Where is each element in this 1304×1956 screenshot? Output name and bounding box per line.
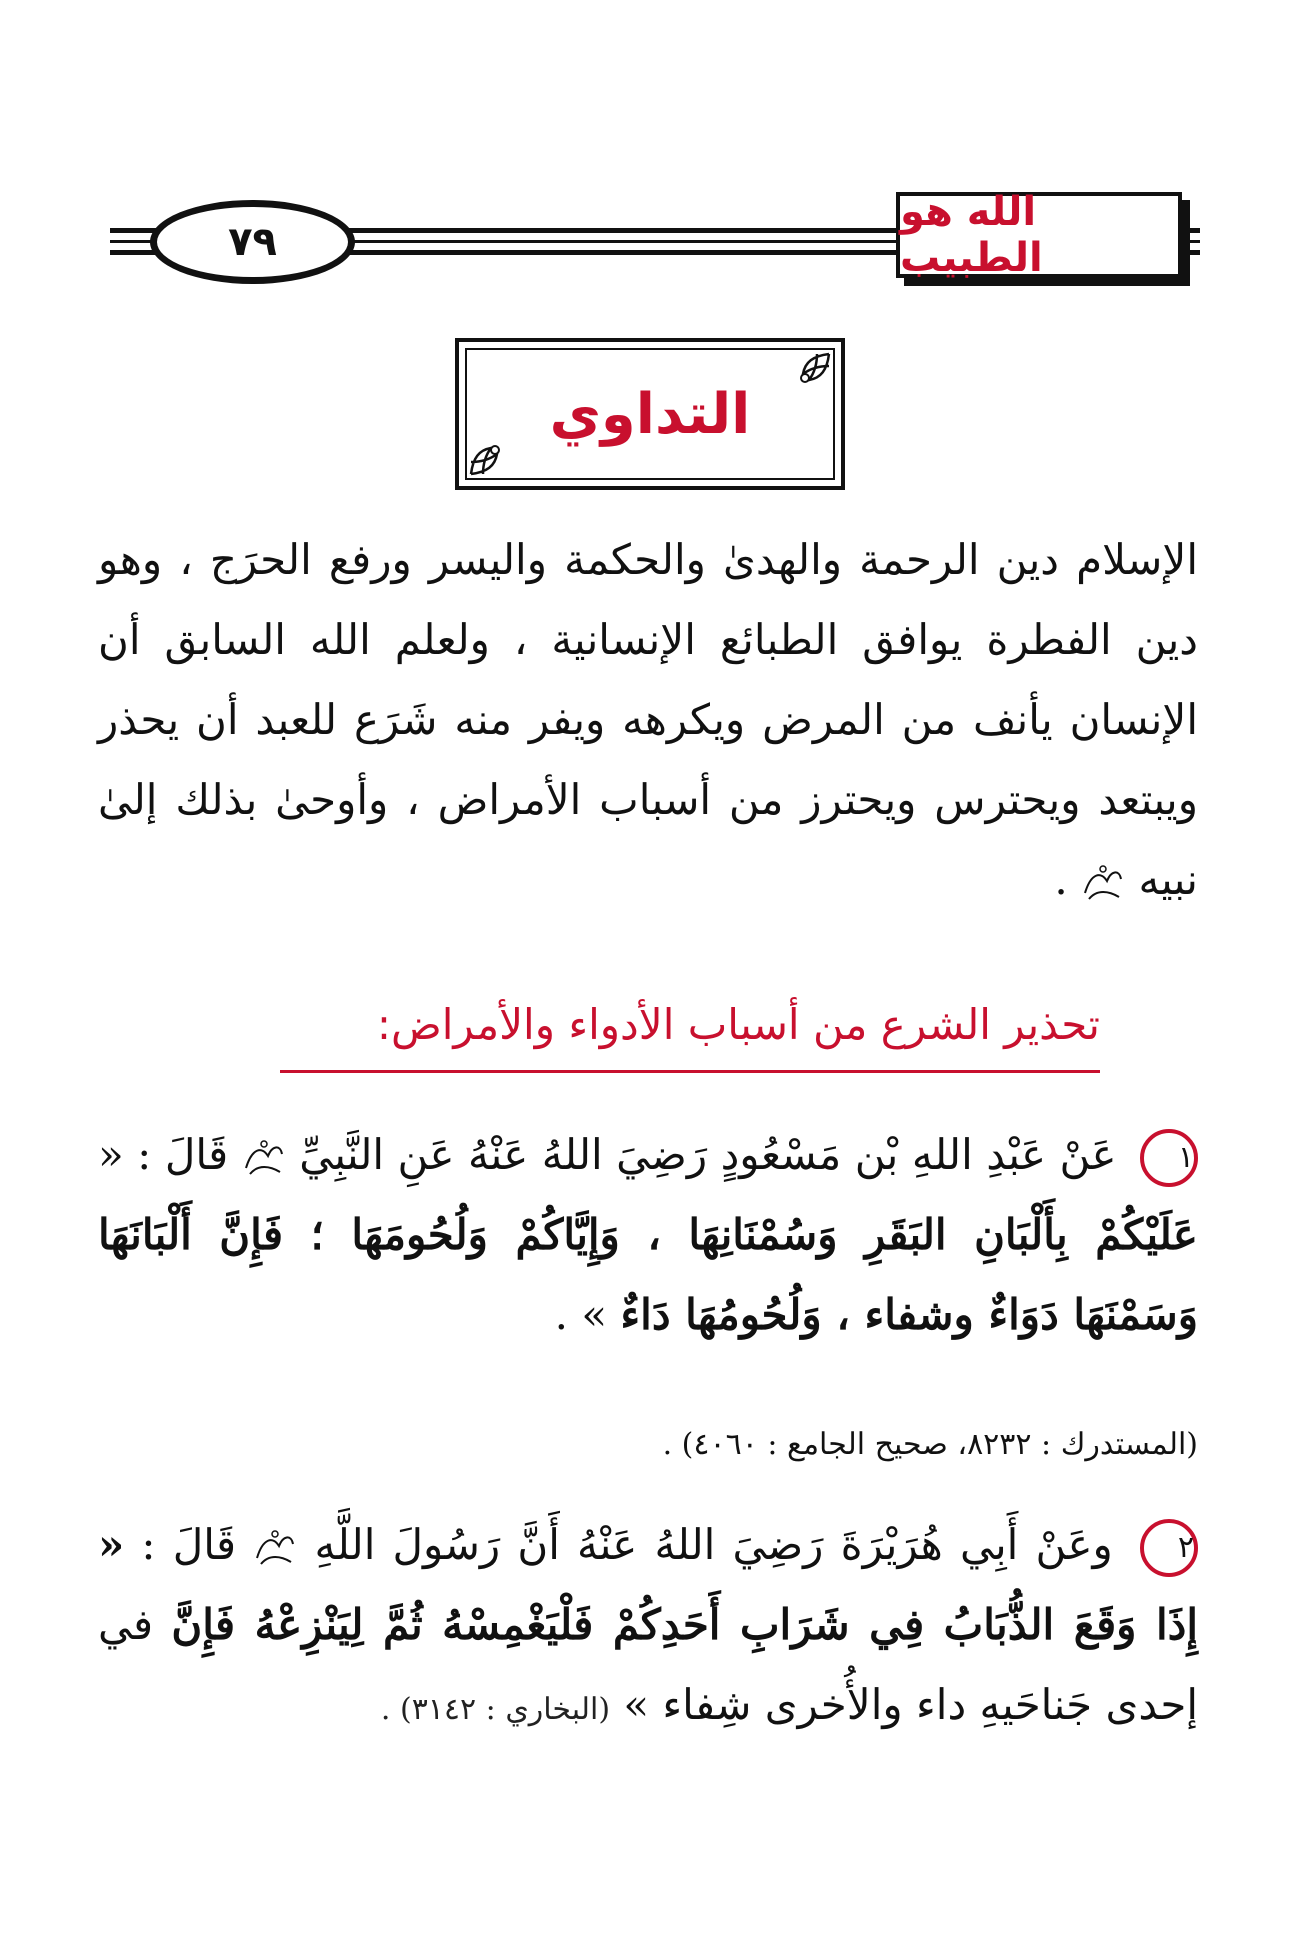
section-heading: تحذير الشرع من أسباب الأدواء والأمراض: xyxy=(376,1000,1100,1049)
page-number-badge xyxy=(150,200,355,284)
hadith-said: قَالَ : « xyxy=(98,1130,229,1179)
hadith-1-source: (المستدرك : ٨٢٣٢، صحيح الجامع : ٤٠٦٠) . xyxy=(662,1427,1198,1462)
salawat-symbol-icon xyxy=(253,1528,297,1568)
hadith-number: ٢ xyxy=(1140,1519,1198,1577)
chapter-title: التداوي xyxy=(549,381,751,447)
intro-text: الإسلام دين الرحمة والهدىٰ والحكمة واليسر ورفع الحرَج ، وهو دين الفطرة يوافق الطبائع الإنسانية ، ولعلم الله السابق أن الإنسان يأنف من المرض ويكرهه ويفر منه شَرَع للعبد أن يحذر ويبتعد ويحترس ويحترز من أسباب الأمراض ، وأوحىٰ بذلك إلىٰ نبيه xyxy=(98,535,1198,904)
hadith-number: ١ xyxy=(1140,1129,1198,1187)
hadith-intro: وعَنْ أَبِي هُرَيْرَةَ رَضِيَ اللهُ عَنْهُ أَنَّ رَسُولَ اللَّهِ xyxy=(314,1520,1113,1569)
hadith-rest: في إحدى جَناحَيهِ داء والأُخرى شِفاء » xyxy=(98,1600,1198,1729)
corner-ornament-icon xyxy=(469,428,517,476)
page-header xyxy=(110,188,1200,298)
hadith-1 xyxy=(98,1115,1198,1355)
intro-end: . xyxy=(1054,855,1082,904)
intro-paragraph xyxy=(98,520,1198,920)
salawat-symbol-icon xyxy=(1081,863,1125,903)
hadith-2 xyxy=(98,1505,1198,1750)
section-underline xyxy=(280,1070,1100,1073)
hadith-quote: « إِذَا وَقَعَ الذُّبَابُ فِي شَرَابِ أَحَدِكُمْ فَلْيَغْمِسْهُ ثُمَّ لِيَنْزِعْهُ فَإِنَّ xyxy=(98,1520,1198,1649)
hadith-said: قَالَ : xyxy=(124,1520,237,1569)
salawat-symbol-icon xyxy=(242,1138,286,1178)
hadith-close: » . xyxy=(554,1290,621,1339)
hadith-2-source: (البخاري : ٣١٤٢) . xyxy=(380,1692,611,1727)
running-title: الله هو الطبيب xyxy=(900,189,1043,281)
corner-ornament-icon xyxy=(783,352,831,400)
hadith-intro: عَنْ عَبْدِ اللهِ بْن مَسْعُودٍ رَضِيَ اللهُ عَنْهُ عَنِ النَّبِيِّ xyxy=(299,1130,1117,1179)
hadith-quote: عَلَيْكُمْ بِأَلْبَانِ البَقَرِ وَسُمْنَانِهَا ، وَإِيَّاكُمْ وَلُحُومَهَا ؛ فَإِنَّ أَلْبَانَهَا وَسَمْنَهَا دَوَاءٌ وشفاء ، وَلُحُومُهَا دَاءٌ xyxy=(98,1210,1198,1339)
page-number: ٧٩ xyxy=(228,219,277,265)
running-title-box xyxy=(896,189,1182,281)
chapter-title-box xyxy=(455,338,845,490)
